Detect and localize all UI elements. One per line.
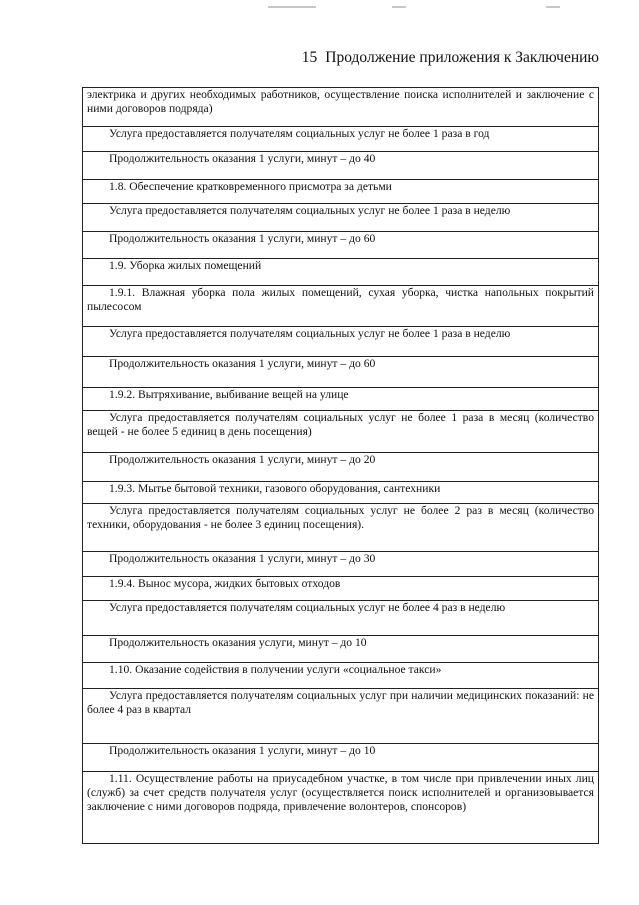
- header-title: Продолжение приложения к Заключению: [325, 49, 599, 66]
- table-cell: Продолжительность оказания 1 услуги, минут – до 60: [83, 232, 599, 259]
- scan-artifact: [268, 6, 316, 8]
- table-row: [83, 772, 599, 844]
- table-cell: 1.9.1. Влажная уборка пола жилых помещений, сухая уборка, чистка напольных покрытий пылесосом: [83, 286, 599, 327]
- table-cell: Услуга предоставляется получателям социальных услуг не более 4 раз в неделю: [83, 601, 599, 636]
- table-row: [83, 482, 599, 504]
- table-row: [83, 127, 599, 152]
- table-cell: Продолжительность оказания 1 услуги, минут – до 30: [83, 552, 599, 577]
- table-cell: Продолжительность оказания 1 услуги, минут – до 20: [83, 453, 599, 482]
- table-row: [83, 504, 599, 552]
- table-row: [83, 180, 599, 204]
- table-cell: Услуга предоставляется получателям социальных услуг не более 1 раза в неделю: [83, 327, 599, 357]
- page-number: 15: [301, 49, 318, 66]
- table-row: [83, 636, 599, 663]
- table-cell: Продолжительность оказания 1 услуги, минут – до 10: [83, 744, 599, 772]
- table-row: [83, 601, 599, 636]
- table-row: [83, 453, 599, 482]
- table-row: [83, 689, 599, 744]
- table-cell: 1.10. Оказание содействия в получении услуги «социальное такси»: [83, 663, 599, 689]
- table-row: [83, 577, 599, 601]
- table-cell: Продолжительность оказания 1 услуги, минут – до 40: [83, 152, 599, 180]
- table-cell: 1.11. Осуществление работы на приусадебном участке, в том числе при привлечении иных лиц (служб) за счет средств получателя услуг (осуществляется поиск исполнителей и организовывается заключение с ними договоров подряда, привлечение волонтеров, спонсоров): [83, 772, 599, 844]
- table-cell: Услуга предоставляется получателям социальных услуг не более 1 раза в неделю: [83, 204, 599, 232]
- table-cell: 1.9. Уборка жилых помещений: [83, 259, 599, 286]
- table-row: [83, 388, 599, 411]
- table-row: [83, 357, 599, 388]
- table-cell: Услуга предоставляется получателям социальных услуг не более 2 раз в месяц (количество техники, оборудования - не более 3 единиц посещения).: [83, 504, 599, 552]
- table-cell: Услуга предоставляется получателям социальных услуг не более 1 раза в год: [83, 127, 599, 152]
- table-row: [83, 286, 599, 327]
- table-row: [83, 411, 599, 453]
- table-row: [83, 552, 599, 577]
- table-cell: 1.9.4. Вынос мусора, жидких бытовых отходов: [83, 577, 599, 601]
- table-cell: Продолжительность оказания 1 услуги, минут – до 60: [83, 357, 599, 388]
- table-cell: Услуга предоставляется получателям социальных услуг не более 1 раза в месяц (количество вещей - не более 5 единиц в день посещения): [83, 411, 599, 453]
- table-row: [83, 88, 599, 127]
- table-cell: 1.9.3. Мытье бытовой техники, газового оборудования, сантехники: [83, 482, 599, 504]
- scan-artifact: [392, 6, 406, 8]
- table-cell: Продолжительность оказания услуги, минут – до 10: [83, 636, 599, 663]
- services-table: [82, 87, 599, 844]
- table-cell: электрика и других необходимых работников, осуществление поиска исполнителей и заключение с ними договоров подряда): [83, 88, 599, 127]
- table-cell: Услуга предоставляется получателям социальных услуг при наличии медицинских показаний: не более 4 раз в квартал: [83, 689, 599, 744]
- table-row: [83, 232, 599, 259]
- page-header: [302, 49, 599, 67]
- table-cell: 1.8. Обеспечение кратковременного присмотра за детьми: [83, 180, 599, 204]
- table-cell: 1.9.2. Вытряхивание, выбивание вещей на улице: [83, 388, 599, 411]
- table-row: [83, 259, 599, 286]
- table-row: [83, 152, 599, 180]
- table-row: [83, 204, 599, 232]
- scan-artifact: [546, 6, 560, 8]
- table-row: [83, 663, 599, 689]
- table-row: [83, 744, 599, 772]
- table-row: [83, 327, 599, 357]
